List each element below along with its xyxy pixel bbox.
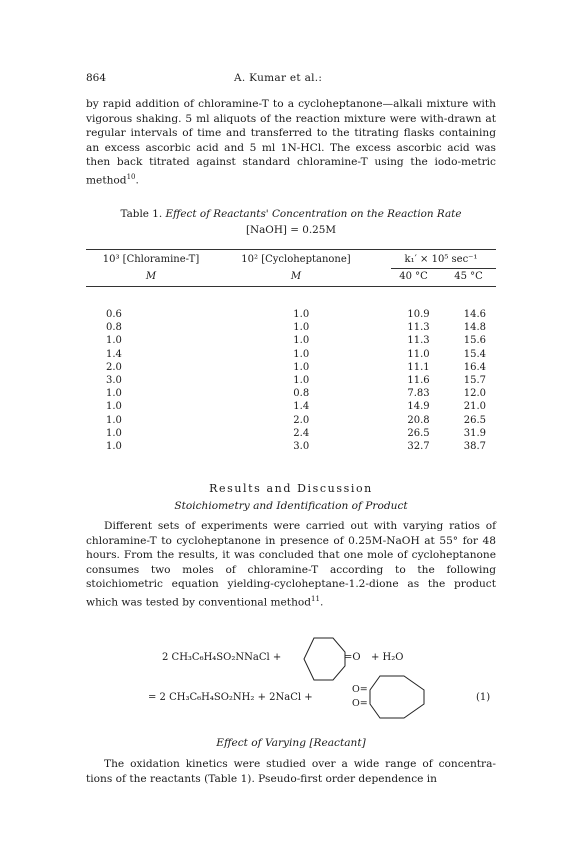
running-title: A. Kumar et al.: [234, 72, 323, 84]
table-caption-title: Effect of Reactants' Concentration on the Reaction Rate [165, 208, 462, 220]
k40-cell: 11.6 [407, 375, 430, 387]
cycloheptanone-cell: 1.0 [293, 335, 310, 347]
table-row [86, 308, 496, 321]
data-table [86, 308, 496, 453]
k40-cell: 26.5 [407, 427, 430, 439]
k40-cell: 7.83 [407, 388, 430, 400]
cycloheptanone-cell: 1.4 [293, 401, 310, 413]
chloramine-cell: 0.6 [106, 309, 122, 320]
page-number: 864 [86, 72, 107, 84]
table-row [86, 400, 496, 413]
varying-heading: Effect of Varying [Reactant] [216, 737, 366, 749]
col3-rule [391, 268, 496, 269]
chloramine-cell: 1.0 [106, 388, 122, 400]
col2-header: 10² [Cycloheptanone] [241, 254, 351, 265]
table-row [86, 361, 496, 374]
chloramine-cell: 1.0 [106, 427, 122, 439]
k40-cell: 11.1 [407, 361, 430, 373]
table-caption [86, 208, 496, 220]
equation-line1-right: + H₂O [371, 652, 404, 663]
stoich-reference: 11 [311, 594, 320, 603]
cycloheptanone-cell: 1.0 [293, 361, 310, 373]
chloramine-cell: 1.0 [106, 335, 122, 347]
cycloheptanone-cell: 0.8 [293, 388, 310, 400]
equation-line2-o-bottom: O= [352, 698, 368, 709]
intro-reference: 10 [126, 172, 136, 181]
k45-cell: 14.8 [463, 322, 486, 334]
results-heading: Results and Discussion [209, 482, 373, 495]
equation-line1-left: 2 CH₃C₆H₄SO₂NNaCl + [162, 652, 282, 663]
table-top-rule [86, 249, 496, 250]
table-row [86, 321, 496, 334]
chloramine-cell: 1.0 [106, 414, 122, 426]
equation-number: (1) [476, 692, 491, 703]
k45-cell: 16.4 [463, 361, 486, 373]
cycloheptanone-cell: 2.0 [293, 414, 310, 426]
k40-cell: 32.7 [407, 441, 430, 453]
cycloheptanone-cell: 1.0 [293, 322, 310, 334]
k45-cell: 15.6 [463, 335, 486, 347]
sub-header-40: 40 °C [399, 271, 428, 282]
table-header-rule [86, 286, 496, 287]
sub-header-45: 45 °C [454, 271, 483, 282]
equation-line2-o-top: O= [352, 684, 368, 695]
col3-header: k₁′ × 10⁵ sec⁻¹ [404, 254, 478, 265]
chloramine-cell: 3.0 [106, 375, 122, 387]
k40-cell: 20.8 [407, 414, 430, 426]
chloramine-cell: 1.0 [106, 441, 122, 453]
stoich-text: Different sets of experiments were carried out with varying ratios of chloramine-T to cycloheptanone in presence of 0.25M-NaOH at 55° for 48 hours. From the results, it was concluded that one mole of cycloheptanone consumes two moles of chloramine-T according to the following stoichiometric equation yielding-cycloheptane-1.2-dione as the product which was tested by conventional method [86, 520, 496, 609]
k45-cell: 15.7 [463, 375, 486, 387]
chloramine-cell: 1.0 [106, 401, 122, 413]
intro-paragraph: by rapid addition of chloramine-T to a cycloheptanone—alkali mixture with vigorous shaking. 5 ml aliquots of the reaction mixture were with-drawn at regular intervals of time and transferred to the titrating flasks containing an excess ascorbic acid and 5 ml 1N-HCl. The excess ascorbic acid was then back titrated against standard chloramine-T using the iodo-metric method$^{10}$. [86, 98, 496, 187]
cycloheptanone-cell: 1.0 [293, 309, 310, 320]
final-paragraph: The oxidation kinetics were studied over a wide range of concentra-tions of the reactants (Table 1). Pseudo-first order dependence in [86, 758, 496, 785]
k40-cell: 14.9 [407, 401, 430, 413]
chloramine-cell: 2.0 [106, 361, 122, 373]
table-row [86, 440, 496, 453]
table-row [86, 374, 496, 387]
k40-cell: 11.3 [407, 335, 430, 347]
cycloheptanone-cell: 1.0 [293, 375, 310, 387]
k40-cell: 11.3 [407, 322, 430, 334]
table-row [86, 387, 496, 400]
cycloheptanone-ring-icon [300, 634, 350, 684]
k45-cell: 21.0 [463, 401, 486, 413]
col1-unit: M [145, 271, 157, 282]
cycloheptanedione-ring-icon [366, 672, 430, 722]
table-caption-prefix: Table 1. [120, 208, 163, 220]
equation-line2-left: = 2 CH₃C₆H₄SO₂NH₂ + 2NaCl + [148, 692, 313, 703]
table-caption-condition: [NaOH] = 0.25M [245, 224, 337, 236]
k45-cell: 38.7 [463, 441, 486, 453]
k45-cell: 31.9 [463, 427, 486, 439]
equation-line1-ketone: =O [344, 652, 361, 663]
k40-cell: 10.9 [407, 309, 430, 320]
stoich-heading: Stoichiometry and Identification of Product [174, 500, 408, 512]
col2-unit: M [290, 271, 302, 282]
chloramine-cell: 1.4 [106, 348, 122, 360]
table-row [86, 427, 496, 440]
k45-cell: 12.0 [463, 388, 486, 400]
intro-text: by rapid addition of chloramine-T to a cycloheptanone—alkali mixture with vigorous shaking. 5 ml aliquots of the reaction mixture were with-drawn at regular intervals of time and transferred to the titrating flasks containing an excess ascorbic acid and 5 ml 1N-HCl. The excess ascorbic acid was then back titrated against standard chloramine-T using the iodo-metric method [86, 98, 496, 187]
k45-cell: 14.6 [463, 309, 486, 320]
k40-cell: 11.0 [407, 348, 430, 360]
k45-cell: 15.4 [463, 348, 486, 360]
k45-cell: 26.5 [463, 414, 486, 426]
cycloheptanone-cell: 1.0 [293, 348, 310, 360]
cycloheptanone-cell: 2.4 [293, 427, 310, 439]
chloramine-cell: 0.8 [106, 322, 122, 334]
table-row [86, 348, 496, 361]
cycloheptanone-cell: 3.0 [293, 441, 310, 453]
table-row [86, 414, 496, 427]
col1-header: 10³ [Chloramine-T] [102, 254, 200, 265]
table-row [86, 334, 496, 347]
stoich-paragraph: Different sets of experiments were carried out with varying ratios of chloramine-T to cycloheptanone in presence of 0.25M-NaOH at 55° for 48 hours. From the results, it was concluded that one mole of cycloheptanone consumes two moles of chloramine-T according to the following stoichiometric equation yielding-cycloheptane-1.2-dione as the product which was tested by conventional method$^{11}$. [86, 520, 496, 609]
